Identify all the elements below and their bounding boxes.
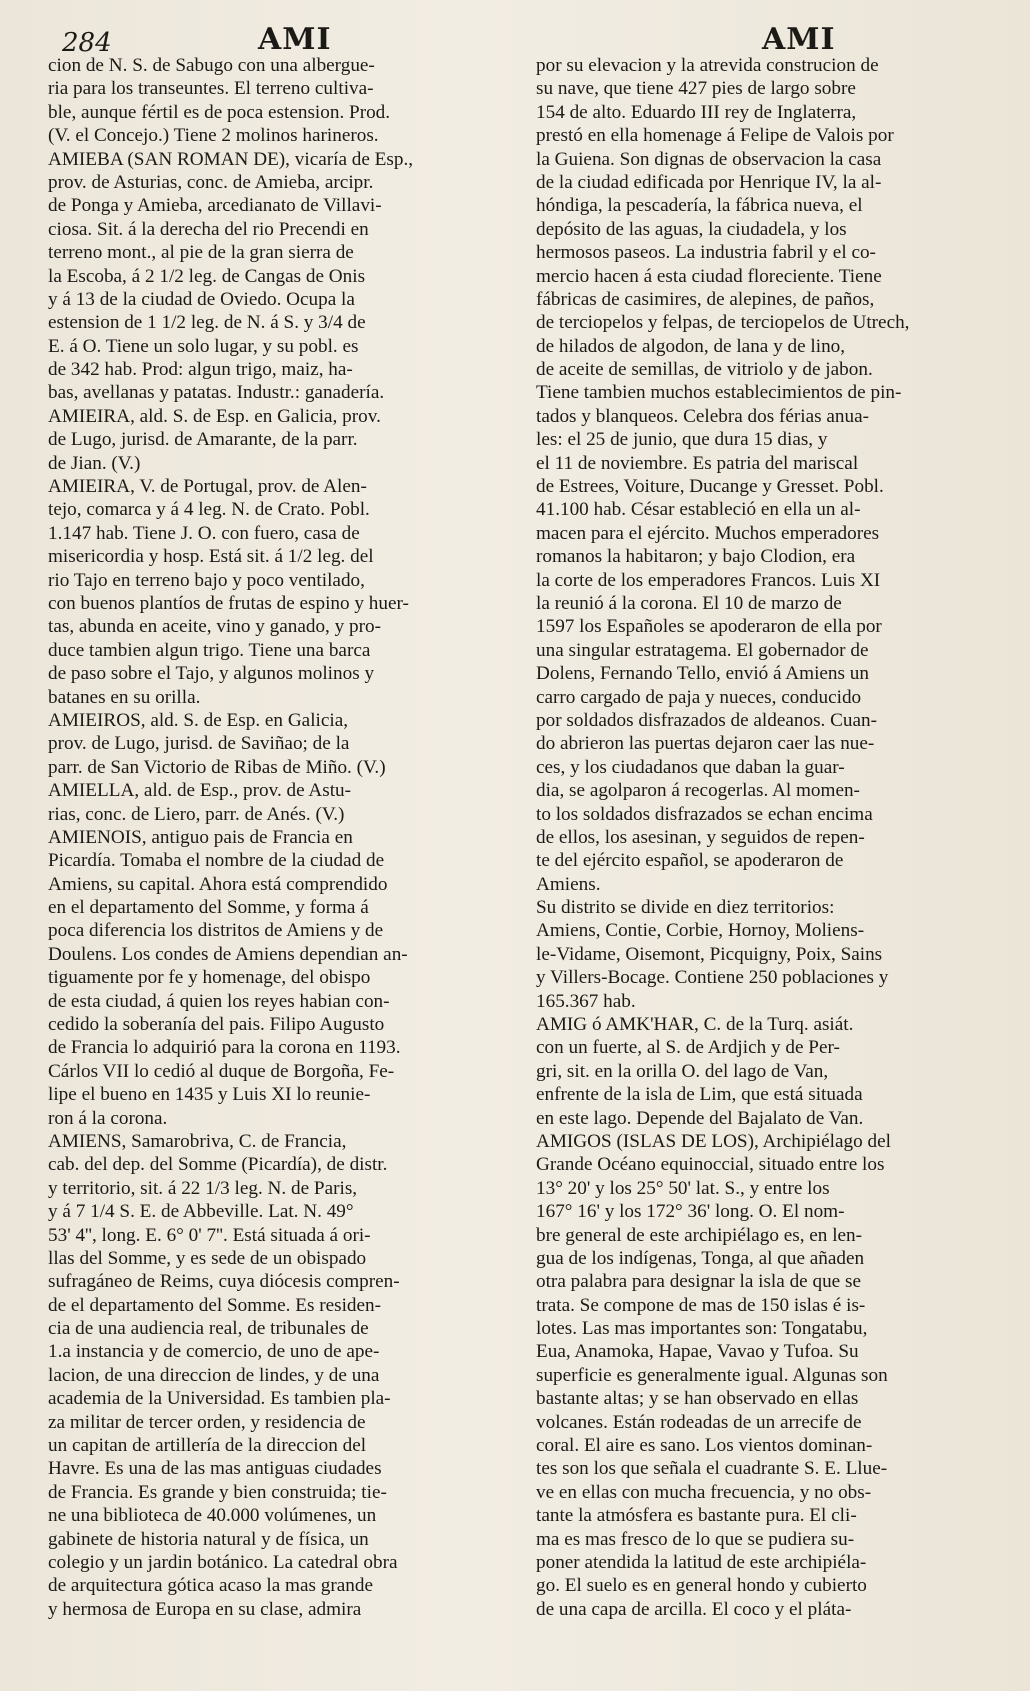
text-line: AMIEIROS, ald. S. de Esp. en Galicia,	[48, 709, 349, 731]
text-line: de Estrees, Voiture, Ducange y Gresset. Pobl.	[536, 476, 884, 498]
text-line: un capitan de artillería de la direccion del	[48, 1435, 367, 1457]
right-column	[536, 54, 984, 1621]
text-line: hermosos paseos. La industria fabril y el co-	[536, 242, 876, 264]
text-line: depósito de las aguas, la ciudadela, y los	[536, 218, 847, 240]
text-line: 1.147 hab. Tiene J. O. con fuero, casa de	[48, 522, 360, 544]
text-line: le-Vidame, Oisemont, Picquigny, Poix, Sains	[536, 943, 883, 965]
text-line: la corte de los emperadores Francos. Luis XI	[536, 569, 881, 591]
text-line: Tiene tambien muchos establecimientos de pin-	[536, 382, 902, 404]
text-line: macen para el ejército. Muchos emperadores	[536, 522, 880, 544]
text-line: gri, sit. en la orilla O. del lago de Van,	[536, 1060, 829, 1082]
text-line: rio Tajo en terreno bajo y poco ventilado,	[48, 569, 365, 591]
text-line: les: el 25 de junio, que dura 15 dias, y	[536, 429, 828, 451]
text-line: ne una biblioteca de 40.000 volúmenes, un	[48, 1505, 377, 1527]
text-line: tiguamente por fe y homenage, del obispo	[48, 967, 371, 989]
text-line: AMIENS, Samarobriva, C. de Francia,	[48, 1130, 347, 1152]
text-line: 41.100 hab. César estableció en ella un al-	[536, 499, 861, 521]
text-line: tes son los que señala el cuadrante S. E. Llue-	[536, 1458, 888, 1480]
text-line: E. á O. Tiene un solo lugar, y su pobl. es	[48, 335, 359, 357]
text-line: ciosa. Sit. á la derecha del rio Precendi en	[48, 218, 369, 240]
text-line: parr. de San Victorio de Ribas de Miño. (V.)	[48, 756, 386, 778]
text-line: Picardía. Tomaba el nombre de la ciudad de	[48, 850, 385, 872]
text-line: bastante altas; y se han observado en ellas	[536, 1388, 859, 1410]
text-line: batanes en su orilla.	[48, 686, 201, 708]
text-line: Dolens, Fernando Tello, envió á Amiens un	[536, 663, 869, 685]
text-line: de Francia lo adquirió para la corona en 1193.	[48, 1037, 401, 1059]
text-line: colegio y un jardin botánico. La catedral obra	[48, 1552, 398, 1573]
text-line: Su distrito se divide en diez territorios:	[536, 897, 835, 919]
text-line: prestó en ella homenage á Felipe de Valois por	[536, 125, 894, 147]
text-line: AMIGOS (ISLAS DE LOS), Archipiélago del	[536, 1130, 891, 1152]
text-line: con un fuerte, al S. de Ardjich y de Per-	[536, 1037, 840, 1059]
text-line: ve en ellas con mucha frecuencia, y no obs-	[536, 1481, 872, 1503]
text-line: Doulens. Los condes de Amiens dependian an-	[48, 943, 408, 965]
text-line: y hermosa de Europa en su clase, admira	[48, 1598, 362, 1620]
text-line: Amiens, Contie, Corbie, Hornoy, Moliens-	[536, 920, 865, 942]
text-line: 1.a instancia y de comercio, de uno de ape-	[48, 1341, 380, 1363]
text-line: y á 7 1/4 S. E. de Abbeville. Lat. N. 49°	[48, 1201, 354, 1223]
text-line: de terciopelos y felpas, de terciopelos de Utrech,	[536, 312, 910, 334]
text-line: (V. el Concejo.) Tiene 2 molinos harineros.	[48, 125, 379, 147]
text-line: cia de una audiencia real, de tribunales de	[48, 1318, 369, 1340]
text-line: tas, abunda en aceite, vino y ganado, y pro-	[48, 616, 381, 638]
text-line: con buenos plantíos de frutas de espino y huer-	[48, 592, 409, 614]
text-line: de aceite de semillas, de vitriolo y de jabon.	[536, 359, 873, 381]
text-line: la reunió á la corona. El 10 de marzo de	[536, 592, 842, 614]
text-line: en este lago. Depende del Bajalato de Van.	[536, 1107, 864, 1129]
text-line: de arquitectura gótica acaso la mas grande	[48, 1575, 373, 1597]
text-line: de el departamento del Somme. Es residen-	[48, 1294, 382, 1316]
text-line: de Lugo, jurisd. de Amarante, de la parr.	[48, 429, 358, 451]
text-line: lipe el bueno en 1435 y Luis XI lo reunie-	[48, 1084, 371, 1106]
text-line: tante la atmósfera es bastante pura. El cli-	[536, 1505, 857, 1527]
text-line: AMIELLA, ald. de Esp., prov. de Astu-	[48, 780, 352, 802]
text-line: Amiens.	[536, 873, 601, 895]
text-line: Grande Océano equinoccial, situado entre los	[536, 1154, 885, 1176]
text-line: de esta ciudad, á quien los reyes habian con-	[48, 990, 390, 1012]
text-line: terreno mont., al pie de la gran sierra de	[48, 242, 354, 264]
text-line: el 11 de noviembre. Es patria del mariscal	[536, 452, 859, 474]
text-line: to los soldados disfrazados se echan encima	[536, 803, 873, 825]
text-line: poca diferencia los distritos de Amiens y de	[48, 920, 384, 942]
text-line: 154 de alto. Eduardo III rey de Inglaterra,	[536, 101, 857, 123]
text-line: por su elevacion y la atrevida construcion de	[536, 55, 879, 76]
text-line: rias, conc. de Liero, parr. de Anés. (V.)	[48, 803, 345, 825]
text-line: gabinete de historia natural y de física, un	[48, 1528, 369, 1550]
text-line: enfrente de la isla de Lim, que está situada	[536, 1084, 863, 1106]
text-line: dia, se agolparon á recogerlas. Al momen-	[536, 780, 860, 802]
text-line: AMIEBA (SAN ROMAN DE), vicaría de Esp.,	[48, 148, 414, 170]
text-line: do abrieron las puertas dejaron caer las nue-	[536, 733, 875, 755]
text-line: tados y blanqueos. Celebra dos férias anua-	[536, 405, 870, 427]
text-line: otra palabra para designar la isla de que se	[536, 1271, 861, 1293]
text-line: AMIEIRA, ald. S. de Esp. en Galicia, prov.	[48, 405, 381, 427]
text-line: ma es mas fresco de lo que se pudiera su-	[536, 1528, 855, 1550]
text-line: llas del Somme, y es sede de un obispado	[48, 1247, 367, 1269]
text-line: superficie es generalmente igual. Algunas son	[536, 1364, 888, 1386]
text-line: tejo, comarca y á 4 leg. N. de Crato. Pobl.	[48, 499, 370, 521]
text-line: fábricas de casimires, de alepines, de paños,	[536, 288, 875, 310]
text-line: de Ponga y Amieba, arcedianato de Villavi-	[48, 195, 382, 217]
text-line: misericordia y hosp. Está sit. á 1/2 leg. del	[48, 546, 374, 568]
text-line: de ellos, los asesinan, y seguidos de repen-	[536, 826, 865, 848]
text-line: duce tambien algun trigo. Tiene una barca	[48, 639, 371, 661]
text-line: Cárlos VII lo cedió al duque de Borgoña, Fe-	[48, 1060, 395, 1082]
text-line: de hilados de algodon, de lana y de lino,	[536, 335, 846, 357]
text-line: sufragáneo de Reims, cuya diócesis compren-	[48, 1271, 400, 1293]
text-line: carro cargado de paja y nueces, conducido	[536, 686, 862, 708]
text-line: Havre. Es una de las mas antiguas ciudades	[48, 1458, 382, 1480]
text-line: za militar de tercer orden, y residencia de	[48, 1411, 366, 1433]
text-line: de la ciudad edificada por Henrique IV, la al-	[536, 171, 882, 193]
text-line: bas, avellanas y patatas. Industr.: ganadería.	[48, 382, 385, 404]
text-line: una singular estratagema. El gobernador de	[536, 639, 869, 661]
text-line: Amiens, su capital. Ahora está comprendido	[48, 873, 388, 895]
text-line: ble, aunque fértil es de poca estension. Prod.	[48, 101, 391, 123]
text-line: bre general de este archipiélago es, en len-	[536, 1224, 863, 1246]
left-column	[48, 54, 496, 1621]
text-line: cedido la soberanía del pais. Filipo Augusto	[48, 1014, 385, 1036]
text-line: te del ejército español, se apoderaron de	[536, 850, 844, 872]
text-line: y territorio, sit. á 22 1/3 leg. N. de Paris,	[48, 1177, 358, 1199]
text-line: lacion, de una direccion de lindes, y de una	[48, 1364, 380, 1386]
text-line: gua de los indígenas, Tonga, al que añaden	[536, 1247, 865, 1269]
text-line: estension de 1 1/2 leg. de N. á S. y 3/4 de	[48, 312, 366, 334]
text-line: academia de la Universidad. Es tambien pla-	[48, 1388, 391, 1410]
text-line: y Villers-Bocage. Contiene 250 poblaciones y	[536, 967, 889, 989]
text-line: y á 13 de la ciudad de Oviedo. Ocupa la	[48, 288, 355, 310]
text-line: de una capa de arcilla. El coco y el pláta-	[536, 1598, 852, 1620]
text-line: romanos la habitaron; y bajo Clodion, era	[536, 546, 856, 568]
text-line: de paso sobre el Tajo, y algunos molinos y	[48, 663, 375, 685]
text-line: volcanes. Están rodeadas de un arrecife de	[536, 1411, 862, 1433]
text-line: 167° 16' y los 172° 36' long. O. El nom-	[536, 1201, 845, 1223]
text-line: ria para los transeuntes. El terreno cultiva-	[48, 78, 374, 100]
text-line: ron á la corona.	[48, 1107, 168, 1129]
text-line: poner atendida la latitud de este archipiéla-	[536, 1552, 867, 1573]
text-line: la Escoba, á 2 1/2 leg. de Cangas de Onis	[48, 265, 366, 287]
text-line: de Francia. Es grande y bien construida; tie-	[48, 1481, 387, 1503]
text-line: su nave, que tiene 427 pies de largo sobre	[536, 78, 856, 100]
page-number: 284	[62, 28, 112, 58]
text-line: AMIEIRA, V. de Portugal, prov. de Alen-	[48, 476, 367, 498]
text-line: de 342 hab. Prod: algun trigo, maiz, ha-	[48, 359, 353, 381]
text-line: mercio hacen á esta ciudad floreciente. Tiene	[536, 265, 882, 287]
text-line: hóndiga, la pescadería, la fábrica nueva, el	[536, 195, 863, 217]
text-line: 165.367 hab.	[536, 990, 636, 1012]
text-line: 53' 4'', long. E. 6° 0' 7''. Está situada á ori-	[48, 1224, 371, 1246]
text-line: en el departamento del Somme, y forma á	[48, 897, 369, 919]
text-line: ces, y los ciudadanos que daban la guar-	[536, 756, 845, 778]
text-line: cab. del dep. del Somme (Picardía), de distr.	[48, 1154, 388, 1176]
text-line: cion de N. S. de Sabugo con una albergue-	[48, 55, 375, 76]
text-line: 1597 los Españoles se apoderaron de ella por	[536, 616, 882, 638]
text-line: go. El suelo es en general hondo y cubierto	[536, 1575, 867, 1597]
text-line: AMIENOIS, antiguo pais de Francia en	[48, 826, 353, 848]
running-head-right: AMI	[762, 22, 836, 57]
text-line: coral. El aire es sano. Los vientos dominan-	[536, 1435, 873, 1457]
text-line: Eua, Anamoka, Hapae, Vavao y Tufoa. Su	[536, 1341, 859, 1363]
text-line: prov. de Lugo, jurisd. de Saviñao; de la	[48, 733, 350, 755]
text-line: de Jian. (V.)	[48, 452, 141, 474]
text-line: AMIG ó AMK'HAR, C. de la Turq. asiát.	[536, 1014, 854, 1036]
running-head-left: AMI	[258, 22, 332, 57]
text-line: trata. Se compone de mas de 150 islas é is-	[536, 1294, 866, 1316]
text-line: lotes. Las mas importantes son: Tongatabu,	[536, 1318, 868, 1340]
text-line: prov. de Asturias, conc. de Amieba, arcipr.	[48, 171, 374, 193]
text-line: 13° 20' y los 25° 50' lat. S., y entre los	[536, 1177, 830, 1199]
text-line: la Guiena. Son dignas de observacion la casa	[536, 148, 882, 170]
text-line: por soldados disfrazados de aldeanos. Cuan-	[536, 709, 878, 731]
